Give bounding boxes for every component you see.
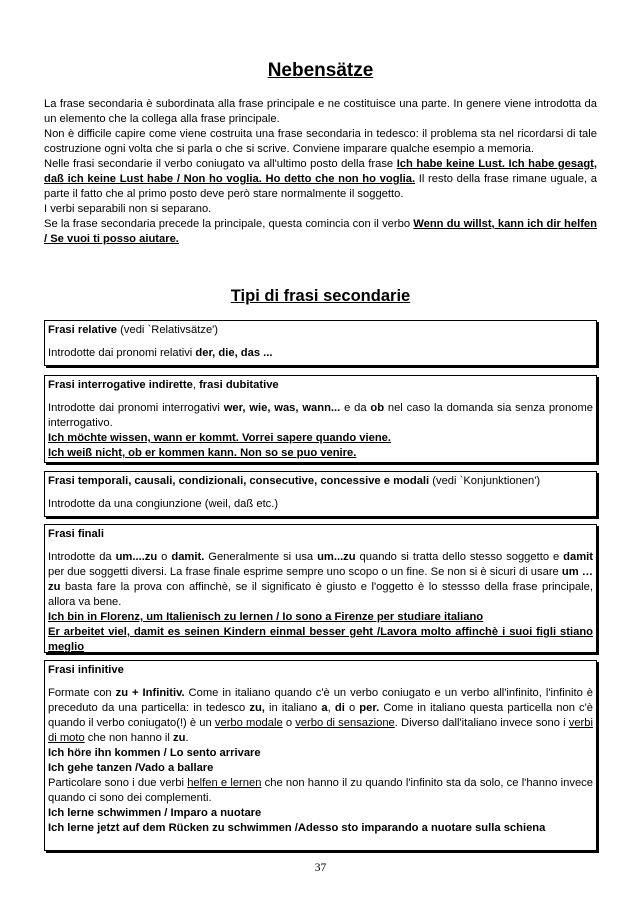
example-text: Wenn du willst, kann ich dir helfen / Se vuoi ti posso aiutare. bbox=[44, 218, 597, 245]
text: Il resto della frase rimane uguale, a parte il fatto che al primo posto deve però stare normalmente il soggetto. bbox=[44, 173, 597, 200]
example-sentence: Er arbeitet viel, damit es seinen Kindern einmal besser geht /Lavora molto affinchè i suoi figli stiano meglio bbox=[48, 626, 593, 653]
text: Introdotte dai pronomi interrogativi bbox=[48, 402, 224, 414]
text-underlined: helfen e lernen bbox=[187, 777, 262, 789]
heading-bold: Frasi relative bbox=[48, 324, 118, 336]
intro-paragraph: I verbi separabili non si separano. bbox=[44, 203, 212, 215]
box-text bbox=[48, 686, 593, 746]
box-text bbox=[48, 550, 593, 610]
example-sentence: Ich weiß nicht, ob er kommen kann. Non so se puo venire. bbox=[48, 447, 357, 459]
box-final-clauses bbox=[44, 524, 597, 653]
heading-note: (vedi `Konjunktionen') bbox=[429, 475, 541, 487]
text: Formate con bbox=[48, 687, 116, 699]
heading-note: (vedi `Relativsätze') bbox=[117, 324, 219, 336]
text: e da bbox=[340, 402, 371, 414]
box-heading bbox=[48, 323, 593, 338]
box-heading bbox=[48, 474, 593, 489]
box-text: Introdotte da una congiunzione (weil, daß etc.) bbox=[48, 498, 279, 510]
text: . bbox=[185, 732, 189, 744]
text: Introdotte da bbox=[48, 551, 116, 563]
page-number: 37 bbox=[314, 862, 327, 874]
intro-section bbox=[44, 97, 597, 247]
text: o bbox=[282, 717, 296, 729]
text: che non hanno il bbox=[84, 732, 174, 744]
text-underlined: verbo di sensazione bbox=[295, 717, 395, 729]
example-sentence: Ich bin in Florenz, um Italienisch zu lernen / Io sono a Firenze per studiare italiano bbox=[48, 611, 484, 623]
text: quando si tratta dello stesso soggetto e bbox=[355, 551, 564, 563]
text-bold: a bbox=[321, 702, 328, 714]
text-underlined: verbo modale bbox=[214, 717, 283, 729]
text: Generalmente si usa bbox=[204, 551, 318, 563]
example-sentence: Ich höre ihn kommen / Lo sento arrivare bbox=[48, 747, 261, 759]
heading-bold: frasi dubitative bbox=[199, 379, 279, 391]
page-title: Nebensätze bbox=[267, 60, 374, 81]
example-sentence: Ich lerne jetzt auf dem Rücken zu schwimmen /Adesso sto imparando a nuotare sulla schiena bbox=[48, 822, 546, 834]
intro-paragraph bbox=[44, 217, 597, 247]
text-bold: damit. bbox=[171, 551, 205, 563]
box-infinitive-clauses bbox=[44, 660, 597, 851]
text-bold: wer, wie, was, wann... bbox=[223, 402, 341, 414]
text: basta fare la prova con affinchè, se il significato è giusto e l'oggetto è lo stessso della frase principale, allora va bene. bbox=[48, 581, 593, 608]
section-subtitle: Tipi di frasi secondarie bbox=[230, 287, 411, 305]
text-bold: um … zu bbox=[48, 566, 593, 593]
intro-paragraph: Non è difficile capire come viene costruita una frase secondaria in tedesco: il problema sta nel ricordarsi di tale costruzione ogni volta che si parla o che si scrive. Conviene imparare qualche esempio a memoria. bbox=[44, 128, 597, 155]
example-sentence: Ich möchte wissen, wann er kommt. Vorrei sapere quando viene. bbox=[48, 432, 391, 444]
text-bold: der, die, das ... bbox=[195, 347, 273, 359]
text: o bbox=[344, 702, 360, 714]
text: Particolare sono i due verbi bbox=[48, 777, 188, 789]
box-relative-clauses bbox=[44, 320, 597, 366]
box-text bbox=[48, 776, 593, 806]
text: in italiano bbox=[264, 702, 322, 714]
text-bold: zu, bbox=[249, 702, 265, 714]
text-bold: di bbox=[334, 702, 345, 714]
heading-bold: Frasi temporali, causali, condizionali, consecutive, concessive e modali bbox=[48, 475, 430, 487]
text-bold: per. bbox=[359, 702, 380, 714]
text: che non hanno il zu quando l'infinito sta da solo, ce l'hanno invece quando ci sono dei complementi. bbox=[48, 777, 593, 804]
text-bold: zu bbox=[173, 732, 186, 744]
example-text: Ich habe keine Lust. Ich habe gesagt, daß ich keine Lust habe / Non ho voglia. Ho detto che non ho voglia. bbox=[44, 158, 598, 185]
text-underlined: verbi di moto bbox=[48, 717, 593, 744]
box-interrogative-clauses bbox=[44, 375, 597, 463]
box-conjunction-clauses bbox=[44, 471, 597, 517]
text: . Diverso dall'italiano invece sono i bbox=[394, 717, 569, 729]
text-bold: ob bbox=[370, 402, 385, 414]
heading-sep: , bbox=[192, 379, 200, 391]
text-bold: um....zu bbox=[115, 551, 158, 563]
text: , bbox=[327, 702, 335, 714]
text: nel caso la domanda sia senza pronome interrogativo. bbox=[48, 402, 593, 429]
box-text bbox=[48, 346, 593, 361]
box-heading: Frasi infinitive bbox=[48, 664, 124, 676]
box-heading: Frasi finali bbox=[48, 528, 104, 540]
text: Introdotte dai pronomi relativi bbox=[48, 347, 196, 359]
text: Se la frase secondaria precede la principale, questa comincia con il verbo bbox=[44, 218, 414, 230]
heading-bold: Frasi interrogative indirette bbox=[48, 379, 193, 391]
example-sentence: Ich lerne schwimmen / Imparo a nuotare bbox=[48, 807, 262, 819]
text: per due soggetti diversi. La frase finale esprime sempre uno scopo o un fine. Se non si è sicuri di usare bbox=[48, 566, 562, 578]
text: Come in italiano questa particella non c'è quando il verbo coniugato(!) è un bbox=[48, 702, 593, 729]
text: o bbox=[157, 551, 172, 563]
intro-paragraph bbox=[44, 157, 597, 202]
example-sentence: Ich gehe tanzen /Vado a ballare bbox=[48, 762, 214, 774]
text-bold: damit bbox=[563, 551, 593, 563]
intro-paragraph: La frase secondaria è subordinata alla frase principale e ne costituisce una parte. In genere viene introdotta da un elemento che la collega alla frase principale. bbox=[44, 98, 597, 125]
text: Come in italiano quando c'è un verbo coniugato e un verbo all'infinito, l'infinito è preceduto da una particella: in tedesco bbox=[48, 687, 593, 714]
text-bold: um...zu bbox=[317, 551, 356, 563]
box-text bbox=[48, 401, 593, 431]
text: Nelle frasi secondarie il verbo coniugato va all'ultimo posto della frase bbox=[44, 158, 397, 170]
box-heading bbox=[48, 378, 593, 393]
text-bold: zu + Infinitiv. bbox=[115, 687, 185, 699]
